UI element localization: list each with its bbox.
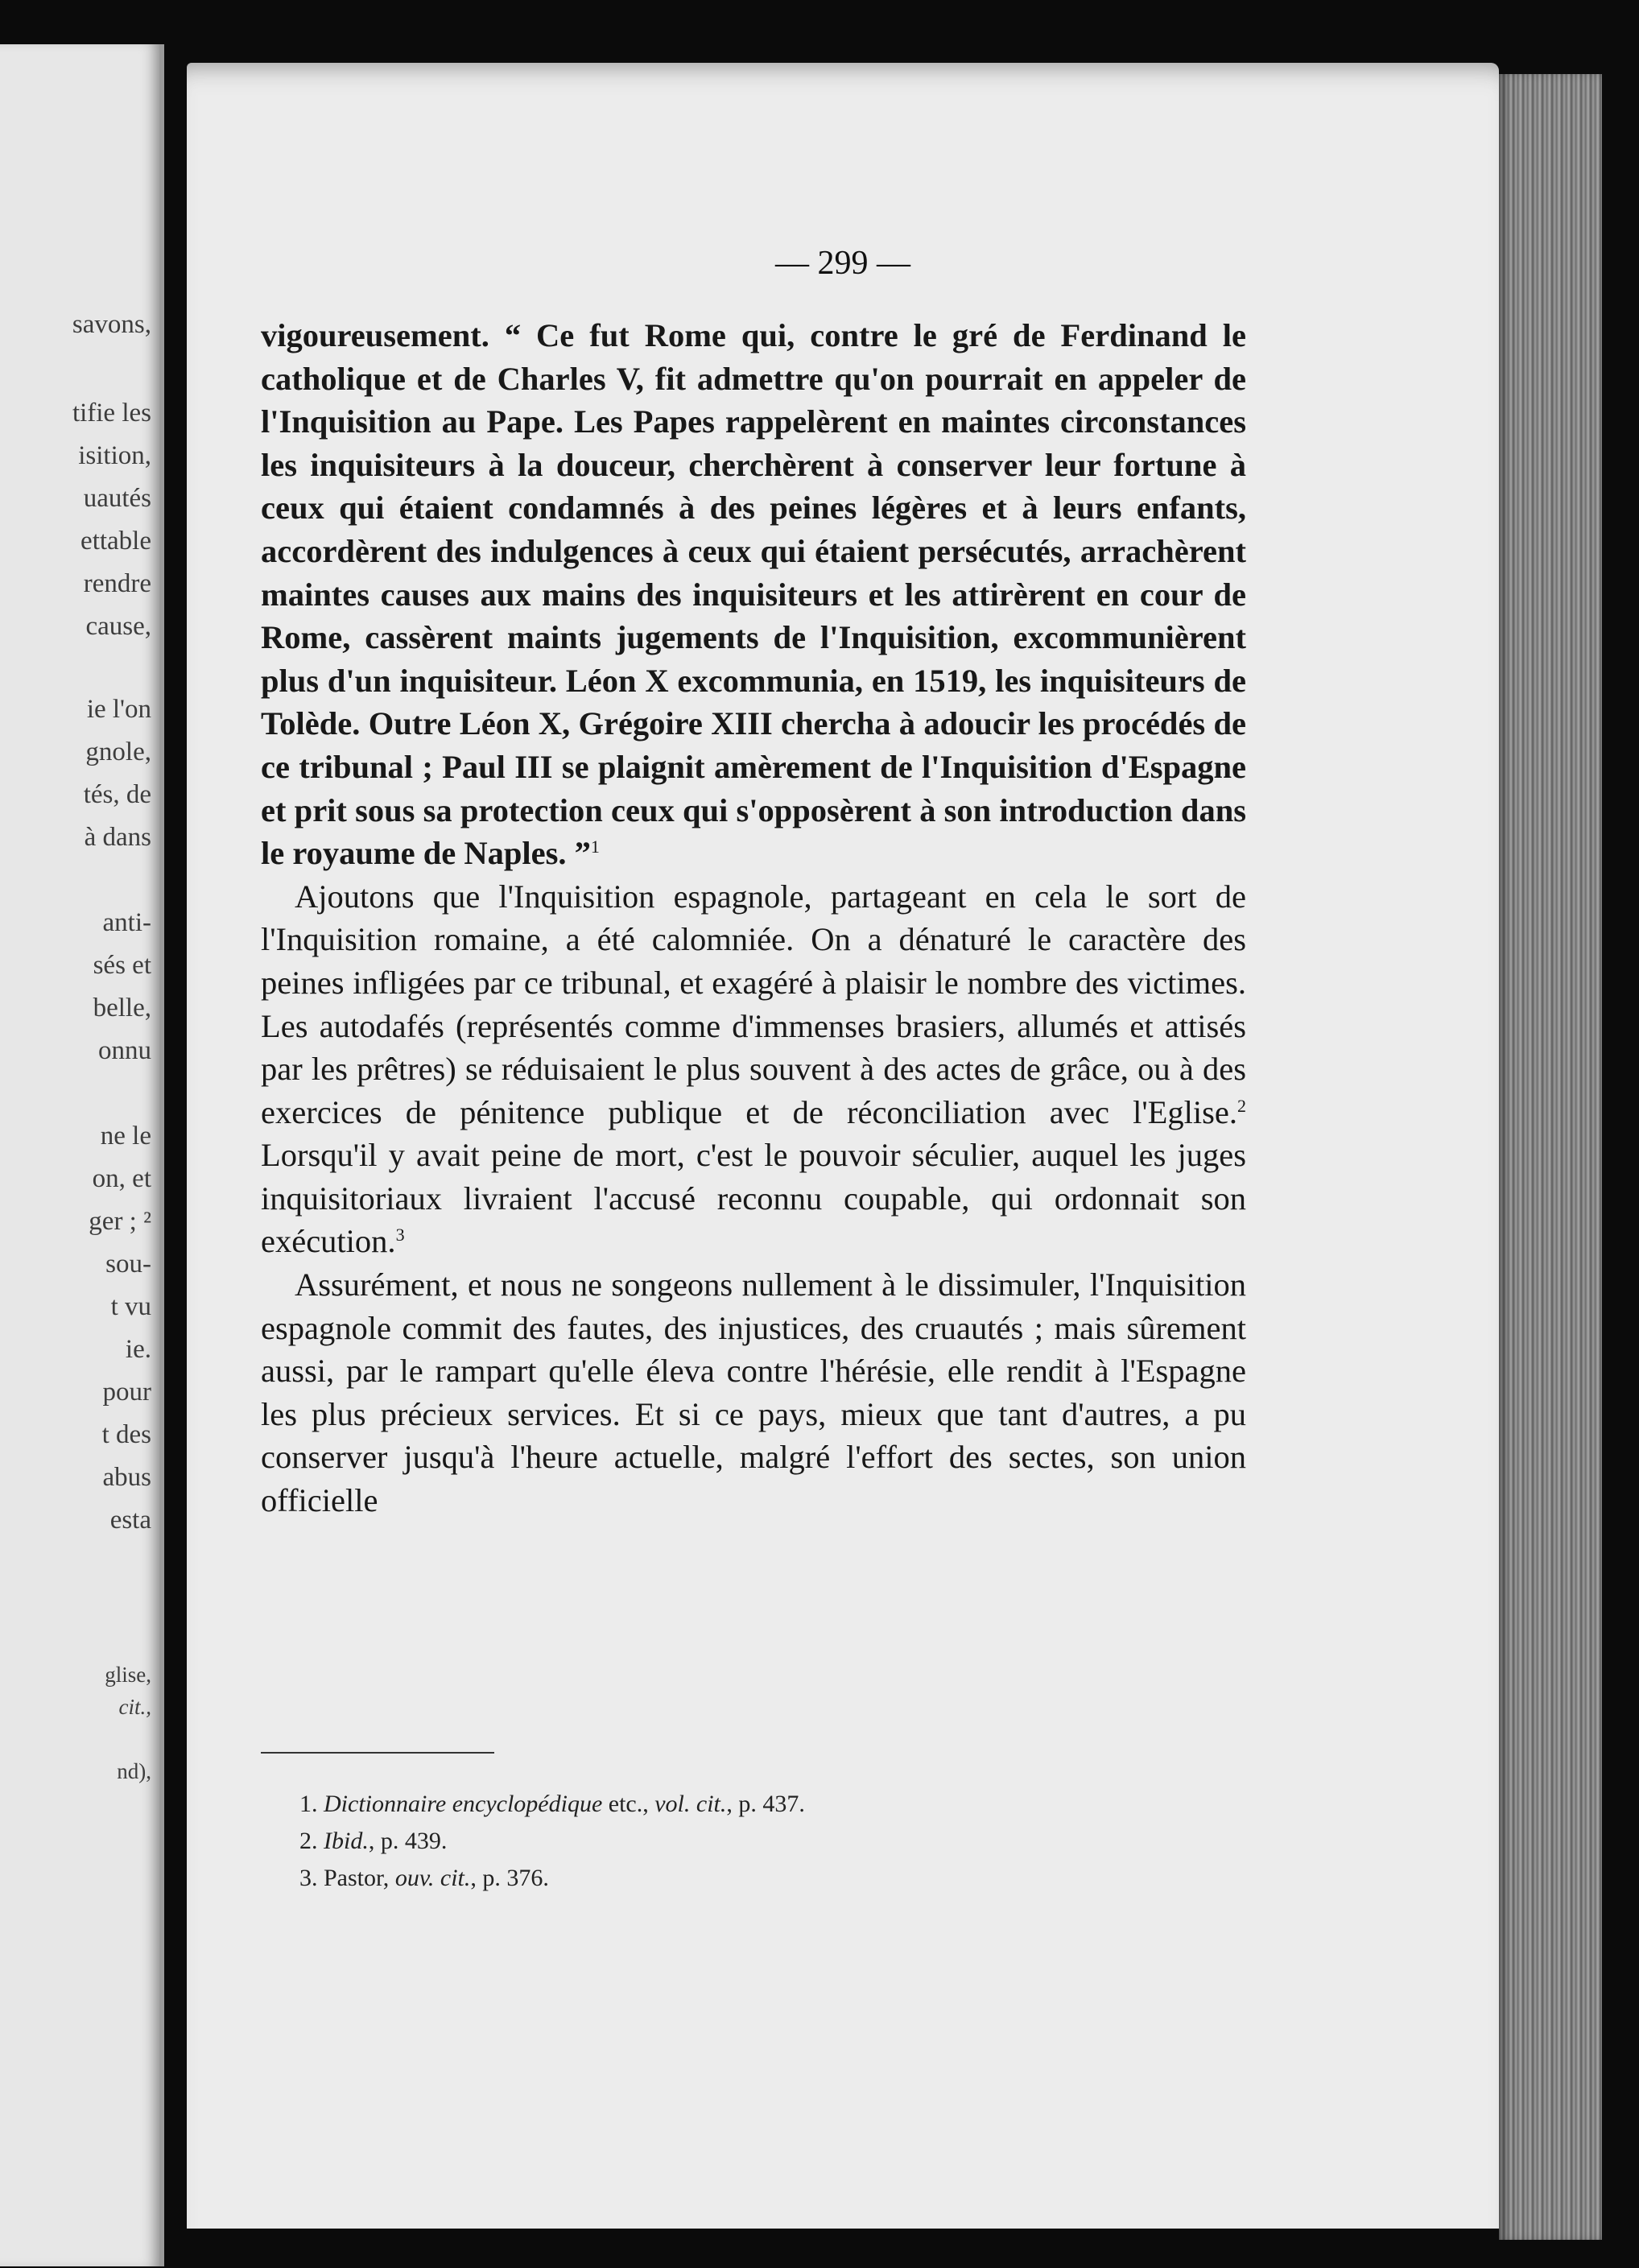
- left-page-line: ne le: [100, 1122, 151, 1151]
- page-edge: [1499, 74, 1602, 2240]
- footnotes: [299, 1786, 1185, 1897]
- left-page-line: anti-: [102, 908, 151, 937]
- left-page-line: esta: [109, 1506, 151, 1535]
- page-number: — 299 —: [775, 245, 910, 282]
- footnote-rule: [261, 1752, 494, 1754]
- left-page-line: tés, de: [83, 780, 151, 809]
- footnote-ref: 1: [590, 837, 600, 857]
- left-page-line: ger ; ²: [89, 1207, 151, 1236]
- paragraph-text: Assurément, et nous ne songeons nullement à le dissimuler, l'Inquisition espagnole commit des fautes, des injustices, des cruautés ; mais sûrement aussi, par le rampart qu'elle éleva contre l'hérésie, elle rendit à l'Espagne les plus précieux services. Et si ce pays, mieux que tant d'autres, a pu conserver jusqu'à l'heure actuelle, malgré l'effort des sectes, son union officielle: [261, 1266, 1246, 1519]
- left-page-line: onnu: [98, 1036, 151, 1065]
- left-page-line: tifie les: [72, 399, 151, 428]
- left-page-line: sés et: [93, 951, 151, 980]
- body-text: [261, 314, 1246, 1522]
- footnote: [299, 1786, 1185, 1823]
- left-page-line: t des: [101, 1420, 151, 1449]
- paragraph: [261, 875, 1246, 1263]
- footnote: [299, 1860, 1185, 1897]
- footnote: [299, 1823, 1185, 1860]
- footnote-number: 2.: [299, 1828, 318, 1854]
- left-page-line: glise,: [105, 1663, 151, 1687]
- paragraph-text: “ Ce fut Rome qui, contre le gré de Ferdinand le catholique et de Charles V, fit admettre qu'on pourrait en appeler de l'Inquisition au Pape. Les Papes rappelèrent en maintes circonstances les inquisiteurs à la douceur, cherchèrent à conserver leur fortune à ceux qui étaient condamnés à des peines légères et à leurs enfants, accordèrent des indulgences à ceux qui étaient persécutés, arrachèrent maintes causes aux mains des inquisiteurs et les attirèrent en cour de Rome, cassèrent maints jugements de l'Inquisition, excommunièrent plus d'un inquisiteur. Léon X excommunia, en 1519, les inquisiteurs de Tolède. Outre Léon X, Grégoire XIII chercha à adoucir les procédés de ce tribunal ; Paul III se plaignit amèrement de l'Inquisition d'Espagne et prit sous sa protection ceux qui s'opposèrent à son introduction dans le royaume de Naples. ”: [261, 317, 1246, 872]
- footnote-ref: 2: [1237, 1095, 1246, 1116]
- footnote-text: Pastor,: [324, 1865, 395, 1891]
- left-page-line: isition,: [78, 441, 151, 470]
- left-page-line: belle,: [93, 994, 151, 1022]
- left-page-line: gnole,: [85, 737, 151, 766]
- left-page-line: abus: [102, 1463, 151, 1492]
- footnote-ref: 3: [395, 1225, 405, 1246]
- footnote-number: 3.: [299, 1865, 318, 1891]
- footnote-text: , p. 376.: [470, 1865, 549, 1891]
- paragraph: [261, 1263, 1246, 1522]
- left-page-line: uautés: [83, 484, 151, 513]
- left-page-line: ettable: [81, 527, 151, 556]
- left-page-line: on, et: [92, 1164, 151, 1193]
- left-page-line: nd),: [117, 1759, 151, 1783]
- left-page-line: cause,: [85, 612, 151, 641]
- footnote-italic: Ibid.: [324, 1828, 369, 1854]
- left-page-line: ie.: [125, 1335, 151, 1364]
- footnote-italic: ouv. cit.: [394, 1865, 471, 1891]
- left-page-line: cit.,: [118, 1695, 151, 1719]
- left-page-line: pour: [102, 1378, 151, 1407]
- paragraph-text: Ajoutons que l'Inquisition espagnole, partageant en cela le sort de l'Inquisition romaine, a été calomniée. On a dénaturé le caractère des peines infligées par ce tribunal, et exagéré à plaisir le nombre des victimes. Les autodafés (représentés comme d'immenses brasiers, allumés et attisés par les prêtres) se réduisaient le plus souvent à des actes de grâce, ou à des exercices de pénitence publique et de réconciliation avec l'Eglise.: [261, 878, 1246, 1130]
- book-page: [187, 63, 1499, 2229]
- left-page-line: à dans: [84, 823, 151, 852]
- left-page-line: ie l'on: [86, 695, 151, 724]
- footnote-text: , p. 437.: [726, 1791, 805, 1817]
- footnote-text: etc.,: [602, 1791, 655, 1817]
- footnote-number: 1.: [299, 1791, 318, 1817]
- paragraph-lead: vigoureusement.: [261, 317, 489, 353]
- paragraph: [261, 314, 1246, 875]
- left-page-line: sou-: [105, 1250, 151, 1279]
- paragraph-text: Lorsqu'il y avait peine de mort, c'est le pouvoir séculier, auquel les juges inquisitoriaux livraient l'accusé reconnu coupable, qui ordonnait son exécution.: [261, 1137, 1246, 1260]
- footnote-italic: Dictionnaire encyclopédique: [324, 1791, 603, 1817]
- left-page-line: t vu: [110, 1292, 151, 1321]
- left-facing-page: [0, 44, 164, 2266]
- left-page-line: rendre: [83, 569, 151, 598]
- footnote-italic: vol. cit.: [654, 1791, 727, 1817]
- left-page-line: savons,: [72, 310, 151, 339]
- footnote-text: , p. 439.: [368, 1828, 448, 1854]
